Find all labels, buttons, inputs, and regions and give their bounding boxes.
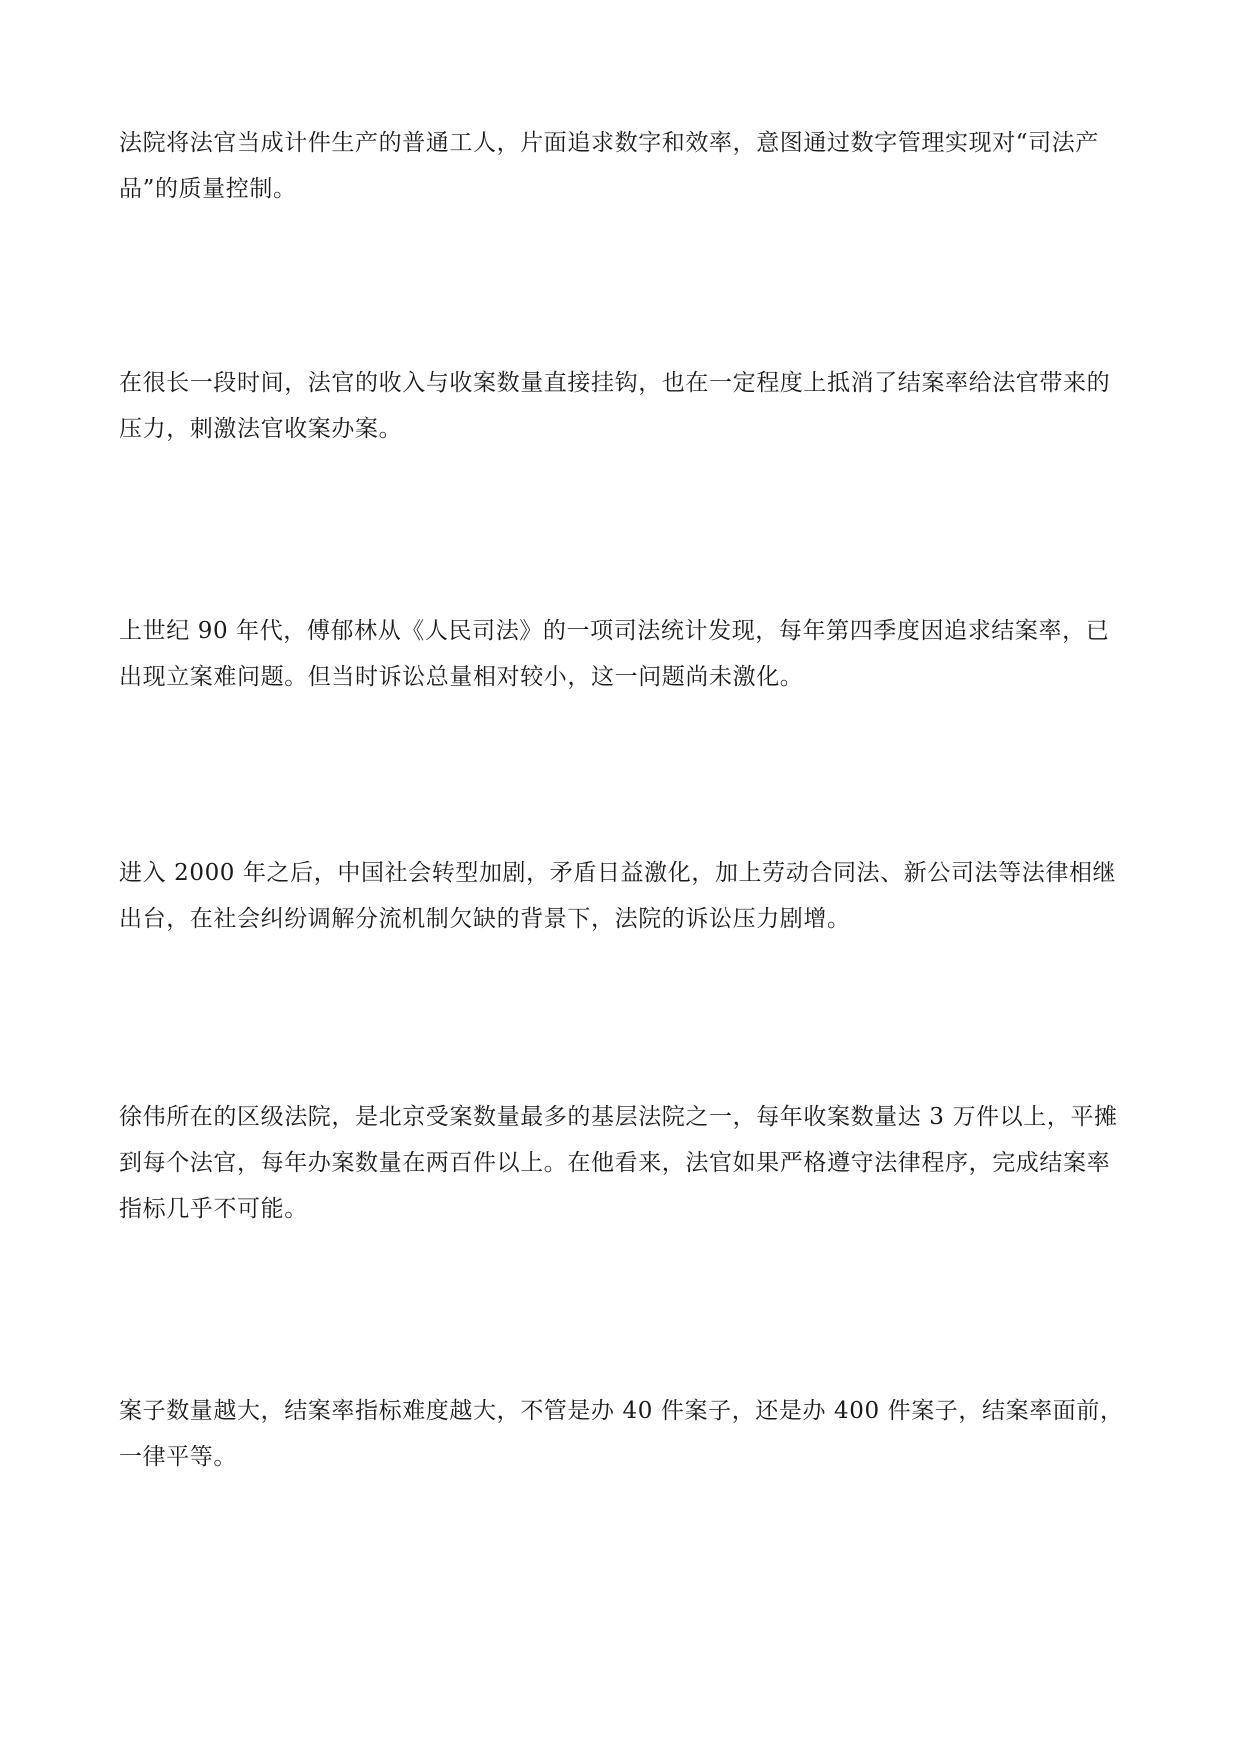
paragraph-1: 法院将法官当成计件生产的普通工人，片面追求数字和效率，意图通过数字管理实现对“司法产品”的质量控制。 bbox=[119, 130, 1099, 202]
paragraph-3: 上世纪 90 年代，傅郁林从《人民司法》的一项司法统计发现，每年第四季度因追求结案率，已出现立案难问题。但当时诉讼总量相对较小，这一问题尚未激化。 bbox=[119, 618, 1110, 690]
paragraph-4: 进入 2000 年之后，中国社会转型加剧，矛盾日益激化，加上劳动合同法、新公司法等法律相继出台，在社会纠纷调解分流机制欠缺的背景下，法院的诉讼压力剧增。 bbox=[119, 860, 1117, 932]
paragraph-2: 在很长一段时间，法官的收入与收案数量直接挂钩，也在一定程度上抵消了结案率给法官带来的压力，刺激法官收案办案。 bbox=[119, 370, 1111, 442]
paragraph-6: 案子数量越大，结案率指标难度越大，不管是办 40 件案子，还是办 400 件案子，结案率面前，一律平等。 bbox=[119, 1398, 1124, 1470]
paragraph-5: 徐伟所在的区级法院，是北京受案数量最多的基层法院之一，每年收案数量达 3 万件以上，平摊到每个法官，每年办案数量在两百件以上。在他看来，法官如果严格遵守法律程序，完成结案率指标几乎不可能。 bbox=[119, 1104, 1118, 1222]
